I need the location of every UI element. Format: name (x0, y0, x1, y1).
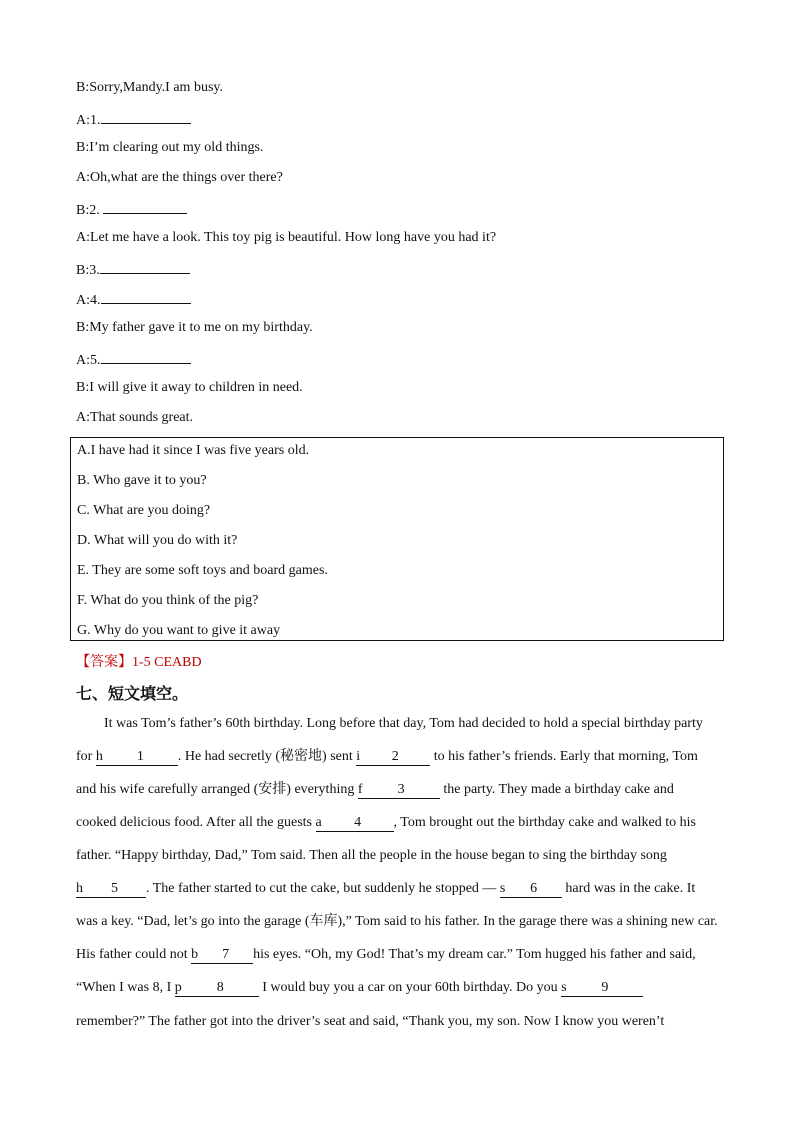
dialogue-line-1: B:Sorry,Mandy.I am busy. (76, 80, 223, 95)
passage-line-4: cooked delicious food. After all the guests a 4 , Tom brought out the birthday cake and walked to his (76, 815, 696, 830)
blank-4[interactable]: a 4 (316, 815, 394, 832)
dialogue-line-11: B:I will give it away to children in need. (76, 380, 303, 395)
blank-7[interactable]: b 7 (191, 947, 253, 964)
passage-line-1: It was Tom’s father’s 60th birthday. Long before that day, Tom had decided to hold a special birthday party (104, 716, 703, 731)
dialogue-line-3: B:I’m clearing out my old things. (76, 140, 264, 155)
option-a: A.I have had it since I was five years old. (77, 443, 310, 458)
option-e: E. They are some soft toys and board games. (77, 563, 328, 578)
passage-line-2: for h 1 . He had secretly (秘密地) sent i 2 to his father’s friends. Early that morning, Tom (76, 749, 698, 764)
option-g: G. Why do you want to give it away (77, 623, 281, 638)
answer-blank-3[interactable] (100, 259, 190, 274)
answer-blank-4[interactable] (101, 289, 191, 304)
blank-9[interactable]: s 9 (561, 980, 643, 997)
passage-line-8: His father could not b 7 his eyes. “Oh, my God! That’s my dream car.” Tom hugged his father and said, (76, 947, 696, 962)
answer-blank-1[interactable] (101, 109, 191, 124)
dialogue-line-2: A:1. (76, 109, 191, 130)
passage-line-3: and his wife carefully arranged (安排) everything f 3 the party. They made a birthday cake and (76, 782, 674, 797)
blank-2[interactable]: i 2 (356, 749, 430, 766)
passage-line-7: was a key. “Dad, let’s go into the garage (车库),” Tom said to his father. In the garage there was a shining new car. (76, 914, 718, 929)
dialogue-line-4: A:Oh,what are the things over there? (76, 170, 283, 185)
dialogue-line-10: A:5. (76, 349, 191, 370)
passage-line-9: “When I was 8, I p 8 I would buy you a car on your 60th birthday. Do you s 9 (76, 979, 726, 997)
passage-line-6: h 5 . The father started to cut the cake, but suddenly he stopped — s 6 hard was in the cake. It (76, 881, 696, 896)
option-f: F. What do you think of the pig? (77, 593, 259, 608)
blank-6[interactable]: s 6 (500, 881, 562, 898)
options-box (70, 437, 724, 641)
section-title: 七、短文填空。 (76, 684, 189, 703)
dialogue-line-7: B:3. (76, 259, 190, 280)
option-b: B. Who gave it to you? (77, 473, 207, 488)
blank-8[interactable]: p 8 (175, 980, 259, 997)
blank-1[interactable]: h 1 (96, 749, 178, 766)
blank-3[interactable]: f 3 (358, 782, 440, 799)
dialogue-line-9: B:My father gave it to me on my birthday. (76, 320, 313, 335)
passage-line-10: remember?” The father got into the driver’s seat and said, “Thank you, my son. Now I know you weren’t (76, 1014, 665, 1029)
dialogue-line-6: A:Let me have a look. This toy pig is beautiful. How long have you had it? (76, 230, 497, 245)
answer-blank-5[interactable] (101, 349, 191, 364)
blank-5[interactable]: h 5 (76, 881, 146, 898)
dialogue-line-12: A:That sounds great. (76, 410, 194, 425)
answer-blank-2[interactable] (103, 199, 187, 214)
option-d: D. What will you do with it? (77, 533, 238, 548)
dialogue-line-8: A:4. (76, 289, 191, 310)
answer-key: 【答案】1-5 CEABD (76, 655, 202, 670)
dialogue-line-5: B:2. (76, 199, 187, 220)
option-c: C. What are you doing? (77, 503, 211, 518)
passage-line-5: father. “Happy birthday, Dad,” Tom said. Then all the people in the house began to sing the birthday song (76, 848, 667, 863)
